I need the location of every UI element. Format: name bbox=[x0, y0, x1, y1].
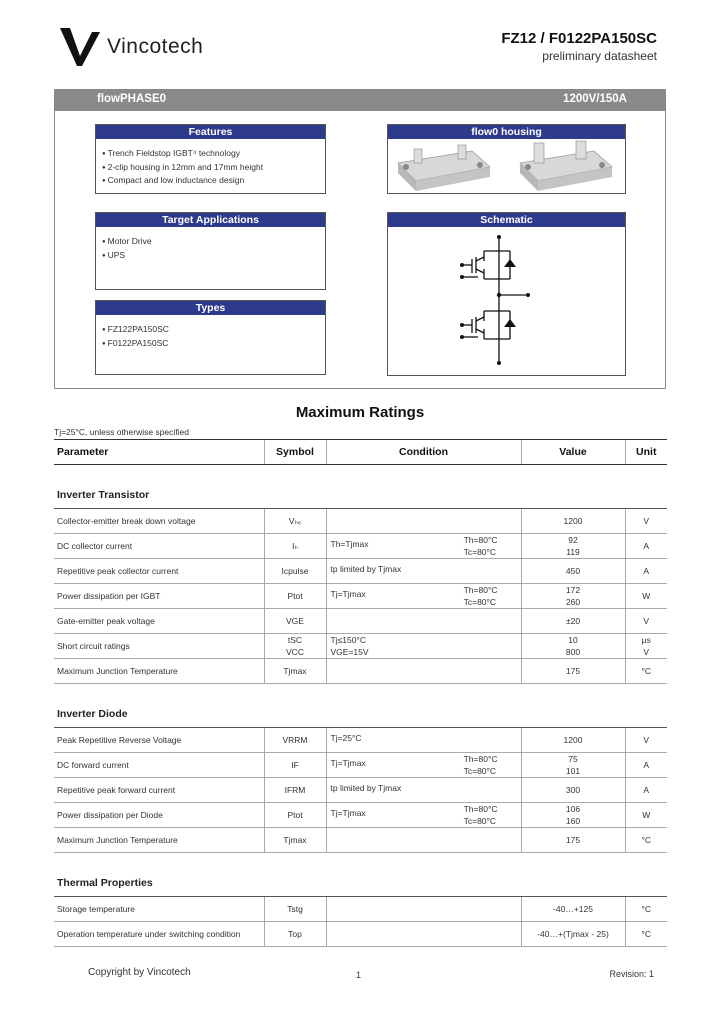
ratings-table-body bbox=[54, 465, 667, 947]
condition-text: Tj=Tjmax bbox=[330, 808, 366, 818]
table-row bbox=[54, 634, 667, 659]
value-line: 172 bbox=[565, 585, 581, 595]
condition-wrap bbox=[330, 609, 518, 633]
condition-temperature: Tc=80°C bbox=[463, 597, 497, 607]
unit-line: V bbox=[643, 647, 650, 657]
cell-parameter: Short circuit ratings bbox=[54, 634, 264, 659]
cell-value bbox=[521, 753, 625, 778]
cell-parameter: Repetitive peak collector current bbox=[54, 559, 264, 584]
value-line: 101 bbox=[565, 766, 581, 776]
table-section-row bbox=[54, 684, 667, 728]
unit-line: V bbox=[643, 735, 650, 745]
condition-wrap bbox=[330, 828, 518, 852]
cell-parameter: Power dissipation per IGBT bbox=[54, 584, 264, 609]
cell-unit bbox=[625, 728, 667, 753]
value-stack bbox=[525, 753, 622, 777]
column-header-value: Value bbox=[521, 440, 625, 465]
list-item: ● UPS bbox=[102, 249, 325, 263]
unit-stack bbox=[629, 590, 665, 602]
cell-unit bbox=[625, 609, 667, 634]
unit-line: W bbox=[642, 810, 651, 820]
list-item: ● 2-clip housing in 12mm and 17mm height bbox=[102, 161, 325, 175]
applications-title: Target Applications bbox=[96, 213, 325, 227]
value-stack bbox=[525, 565, 622, 577]
cell-value bbox=[521, 828, 625, 853]
features-title: Features bbox=[96, 125, 325, 139]
cell-unit bbox=[625, 659, 667, 684]
condition-temperature: Th=80°C bbox=[463, 535, 498, 545]
cell-value bbox=[521, 897, 625, 922]
cell-parameter: DC collector current bbox=[54, 534, 264, 559]
cell-unit bbox=[625, 897, 667, 922]
document-title: FZ12 / F0122PA150SC bbox=[501, 30, 657, 47]
condition-line: Tj≤150°C bbox=[330, 635, 366, 645]
cell-parameter: Maximum Junction Temperature bbox=[54, 828, 264, 853]
value-stack bbox=[525, 515, 622, 527]
table-row bbox=[54, 659, 667, 684]
list-item: ● Motor Drive bbox=[102, 235, 325, 249]
product-title-bar bbox=[55, 90, 665, 111]
unit-line: °C bbox=[641, 666, 652, 676]
condition-wrap bbox=[330, 509, 518, 533]
applications-panel bbox=[95, 212, 326, 290]
cell-symbol: Vₕₑ bbox=[264, 509, 326, 534]
cell-value bbox=[521, 509, 625, 534]
table-row bbox=[54, 609, 667, 634]
cell-condition bbox=[326, 659, 521, 684]
ratings-note: Tj=25°C, unless otherwise specified bbox=[54, 427, 189, 437]
cell-value bbox=[521, 803, 625, 828]
module-housing-17mm bbox=[520, 141, 612, 191]
schematic-panel bbox=[387, 212, 626, 376]
unit-line: V bbox=[643, 516, 650, 526]
unit-line: μs bbox=[641, 635, 651, 645]
cell-value bbox=[521, 659, 625, 684]
condition-wrap bbox=[330, 584, 518, 608]
cell-unit bbox=[625, 634, 667, 659]
condition-temperatures bbox=[464, 534, 498, 558]
cell-condition bbox=[326, 584, 521, 609]
cell-symbol: VRRM bbox=[264, 728, 326, 753]
cell-value bbox=[521, 778, 625, 803]
table-row bbox=[54, 753, 667, 778]
unit-stack bbox=[629, 665, 665, 677]
value-stack bbox=[525, 634, 622, 658]
cell-symbol: Iₕ bbox=[264, 534, 326, 559]
unit-line: A bbox=[643, 785, 650, 795]
cell-value bbox=[521, 534, 625, 559]
cell-symbol: Ptot bbox=[264, 803, 326, 828]
schematic-title: Schematic bbox=[388, 213, 625, 227]
condition-wrap bbox=[330, 659, 518, 683]
condition-temperature: Tc=80°C bbox=[463, 547, 497, 557]
cell-symbol: Top bbox=[264, 922, 326, 947]
cell-unit bbox=[625, 753, 667, 778]
cell-condition bbox=[326, 753, 521, 778]
condition-wrap bbox=[330, 534, 518, 558]
cell-symbol bbox=[264, 634, 326, 659]
table-row bbox=[54, 897, 667, 922]
features-panel bbox=[95, 124, 326, 194]
condition-temperature: Tc=80°C bbox=[463, 766, 497, 776]
module-photo bbox=[388, 139, 625, 193]
value-line: 450 bbox=[565, 566, 581, 576]
condition-stack bbox=[331, 634, 369, 658]
unit-stack bbox=[629, 615, 665, 627]
condition-text: tp limited by Tjmax bbox=[330, 783, 402, 793]
cell-value bbox=[521, 922, 625, 947]
value-line: 260 bbox=[565, 597, 581, 607]
condition-temperature: Tc=80°C bbox=[463, 816, 497, 826]
cell-unit bbox=[625, 828, 667, 853]
symbol-stack bbox=[268, 634, 323, 658]
types-panel bbox=[95, 300, 326, 375]
unit-line: A bbox=[643, 760, 650, 770]
cell-value bbox=[521, 609, 625, 634]
table-row bbox=[54, 778, 667, 803]
condition-text: tp limited by Tjmax bbox=[330, 564, 402, 574]
condition-wrap bbox=[330, 559, 518, 583]
condition-text: Tj=Tjmax bbox=[330, 758, 366, 768]
symbol-line: VCC bbox=[286, 647, 304, 657]
table-header-row bbox=[54, 440, 667, 465]
cell-parameter: Repetitive peak forward current bbox=[54, 778, 264, 803]
maximum-ratings-table bbox=[54, 439, 667, 947]
footer-revision: Revision: 1 bbox=[609, 969, 654, 979]
condition-wrap bbox=[330, 753, 518, 777]
housing-panel bbox=[387, 124, 626, 194]
cell-condition bbox=[326, 634, 521, 659]
cell-parameter: Collector-emitter break down voltage bbox=[54, 509, 264, 534]
unit-stack bbox=[629, 734, 665, 746]
condition-temperature: Th=80°C bbox=[463, 804, 498, 814]
footer-page-number: 1 bbox=[356, 970, 362, 980]
cell-condition bbox=[326, 828, 521, 853]
column-header-symbol: Symbol bbox=[264, 440, 326, 465]
cell-parameter: Gate-emitter peak voltage bbox=[54, 609, 264, 634]
unit-stack bbox=[629, 903, 665, 915]
unit-line: °C bbox=[641, 904, 652, 914]
value-line: 119 bbox=[566, 547, 580, 557]
module-housing-12mm bbox=[398, 145, 490, 191]
value-stack bbox=[525, 665, 622, 677]
value-line: -40…+125 bbox=[553, 904, 593, 914]
condition-text: Tj=Tjmax bbox=[330, 589, 366, 599]
value-line: ±20 bbox=[565, 616, 581, 626]
table-row bbox=[54, 559, 667, 584]
condition-temperatures bbox=[464, 584, 498, 608]
cell-value bbox=[521, 728, 625, 753]
value-line: 92 bbox=[568, 535, 578, 545]
value-line: 800 bbox=[565, 647, 581, 657]
cell-unit bbox=[625, 584, 667, 609]
cell-condition bbox=[326, 922, 521, 947]
condition-temperature: Th=80°C bbox=[463, 585, 498, 595]
cell-parameter: Maximum Junction Temperature bbox=[54, 659, 264, 684]
product-family-name: flowPHASE0 bbox=[97, 93, 167, 105]
value-stack bbox=[525, 534, 622, 558]
unit-line: °C bbox=[641, 835, 652, 845]
cell-parameter: DC forward current bbox=[54, 753, 264, 778]
value-line: 160 bbox=[565, 816, 581, 826]
condition-wrap bbox=[330, 922, 518, 946]
cell-condition bbox=[326, 897, 521, 922]
list-item: ● Trench Fieldstop IGBT⁴ technology bbox=[102, 147, 325, 161]
cell-condition bbox=[326, 559, 521, 584]
condition-temperature: Th=80°C bbox=[463, 754, 498, 764]
cell-unit bbox=[625, 534, 667, 559]
value-stack bbox=[525, 584, 622, 608]
value-line: 1200 bbox=[563, 516, 583, 526]
cell-parameter: Power dissipation per Diode bbox=[54, 803, 264, 828]
value-stack bbox=[525, 615, 622, 627]
table-row bbox=[54, 922, 667, 947]
ratings-title: Maximum Ratings bbox=[295, 404, 425, 421]
cell-unit bbox=[625, 803, 667, 828]
types-title: Types bbox=[96, 301, 325, 315]
list-item: ● F0122PA150SC bbox=[102, 337, 325, 351]
value-stack bbox=[525, 803, 622, 827]
cell-unit bbox=[625, 778, 667, 803]
value-stack bbox=[525, 834, 622, 846]
cell-unit bbox=[625, 509, 667, 534]
column-header-parameter: Parameter bbox=[54, 440, 264, 465]
unit-line: V bbox=[643, 616, 650, 626]
condition-wrap bbox=[330, 897, 518, 921]
unit-stack bbox=[629, 784, 665, 796]
unit-line: °C bbox=[641, 929, 652, 939]
cell-condition bbox=[326, 609, 521, 634]
cell-symbol: Tjmax bbox=[264, 659, 326, 684]
applications-list bbox=[96, 227, 325, 262]
product-overview-box bbox=[54, 89, 666, 389]
value-line: -40…+(Tjmax - 25) bbox=[537, 929, 609, 939]
unit-stack bbox=[629, 834, 665, 846]
cell-condition bbox=[326, 803, 521, 828]
unit-stack bbox=[629, 540, 665, 552]
vincotech-logo-icon bbox=[58, 26, 102, 68]
symbol-line: tSC bbox=[287, 635, 303, 645]
cell-symbol: Tstg bbox=[264, 897, 326, 922]
cell-symbol: Ptot bbox=[264, 584, 326, 609]
condition-temperatures bbox=[464, 753, 498, 777]
brand-name: Vincotech bbox=[107, 35, 204, 58]
cell-symbol: Icpulse bbox=[264, 559, 326, 584]
list-item: ● FZ122PA150SC bbox=[102, 323, 325, 337]
value-line: 175 bbox=[565, 666, 581, 676]
cell-symbol: IFRM bbox=[264, 778, 326, 803]
column-header-unit: Unit bbox=[625, 440, 667, 465]
schematic-diagram bbox=[388, 227, 625, 375]
value-line: 175 bbox=[565, 835, 581, 845]
cell-parameter: Storage temperature bbox=[54, 897, 264, 922]
cell-parameter: Operation temperature under switching condition bbox=[54, 922, 264, 947]
value-line: 10 bbox=[568, 635, 578, 645]
cell-symbol: IF bbox=[264, 753, 326, 778]
document-subtitle: preliminary datasheet bbox=[542, 49, 657, 63]
unit-stack bbox=[629, 759, 665, 771]
cell-value bbox=[521, 559, 625, 584]
cell-condition bbox=[326, 728, 521, 753]
cell-condition bbox=[326, 534, 521, 559]
cell-value bbox=[521, 584, 625, 609]
unit-line: A bbox=[643, 566, 650, 576]
value-line: 106 bbox=[565, 804, 581, 814]
types-list bbox=[96, 315, 325, 350]
cell-value bbox=[521, 634, 625, 659]
list-item: ● Compact and low inductance design bbox=[102, 174, 325, 188]
cell-symbol: Tjmax bbox=[264, 828, 326, 853]
unit-stack bbox=[629, 515, 665, 527]
value-line: 1200 bbox=[563, 735, 583, 745]
condition-wrap bbox=[330, 728, 518, 752]
table-row bbox=[54, 584, 667, 609]
condition-text: Th=Tjmax bbox=[330, 539, 369, 549]
cell-unit bbox=[625, 922, 667, 947]
unit-line: A bbox=[643, 541, 650, 551]
condition-wrap bbox=[330, 634, 518, 658]
condition-temperatures bbox=[464, 803, 498, 827]
unit-stack bbox=[629, 809, 665, 821]
features-list bbox=[96, 139, 325, 188]
section-title: Inverter Transistor bbox=[54, 465, 667, 509]
value-line: 300 bbox=[565, 785, 581, 795]
value-line: 75 bbox=[568, 754, 578, 764]
housing-title: flow0 housing bbox=[388, 125, 625, 139]
value-stack bbox=[525, 734, 622, 746]
column-header-condition: Condition bbox=[326, 440, 521, 465]
footer-copyright: Copyright by Vincotech bbox=[88, 967, 191, 978]
table-row bbox=[54, 828, 667, 853]
condition-wrap bbox=[330, 778, 518, 802]
section-title: Inverter Diode bbox=[54, 684, 667, 728]
table-row bbox=[54, 728, 667, 753]
value-stack bbox=[525, 903, 622, 915]
value-stack bbox=[525, 784, 622, 796]
cell-parameter: Peak Repetitive Reverse Voltage bbox=[54, 728, 264, 753]
value-stack bbox=[525, 928, 622, 940]
condition-line: VGE=15V bbox=[330, 647, 369, 657]
table-section-row bbox=[54, 853, 667, 897]
condition-wrap bbox=[330, 803, 518, 827]
section-title: Thermal Properties bbox=[54, 853, 667, 897]
cell-unit bbox=[625, 559, 667, 584]
unit-line: W bbox=[642, 591, 651, 601]
table-row bbox=[54, 534, 667, 559]
cell-condition bbox=[326, 509, 521, 534]
table-row bbox=[54, 803, 667, 828]
table-section-row bbox=[54, 465, 667, 509]
unit-stack bbox=[629, 928, 665, 940]
cell-condition bbox=[326, 778, 521, 803]
unit-stack bbox=[629, 565, 665, 577]
cell-symbol: VGE bbox=[264, 609, 326, 634]
condition-text: Tj=25°C bbox=[330, 733, 362, 743]
product-rating: 1200V/150A bbox=[563, 93, 627, 105]
unit-stack bbox=[629, 634, 665, 658]
table-row bbox=[54, 509, 667, 534]
